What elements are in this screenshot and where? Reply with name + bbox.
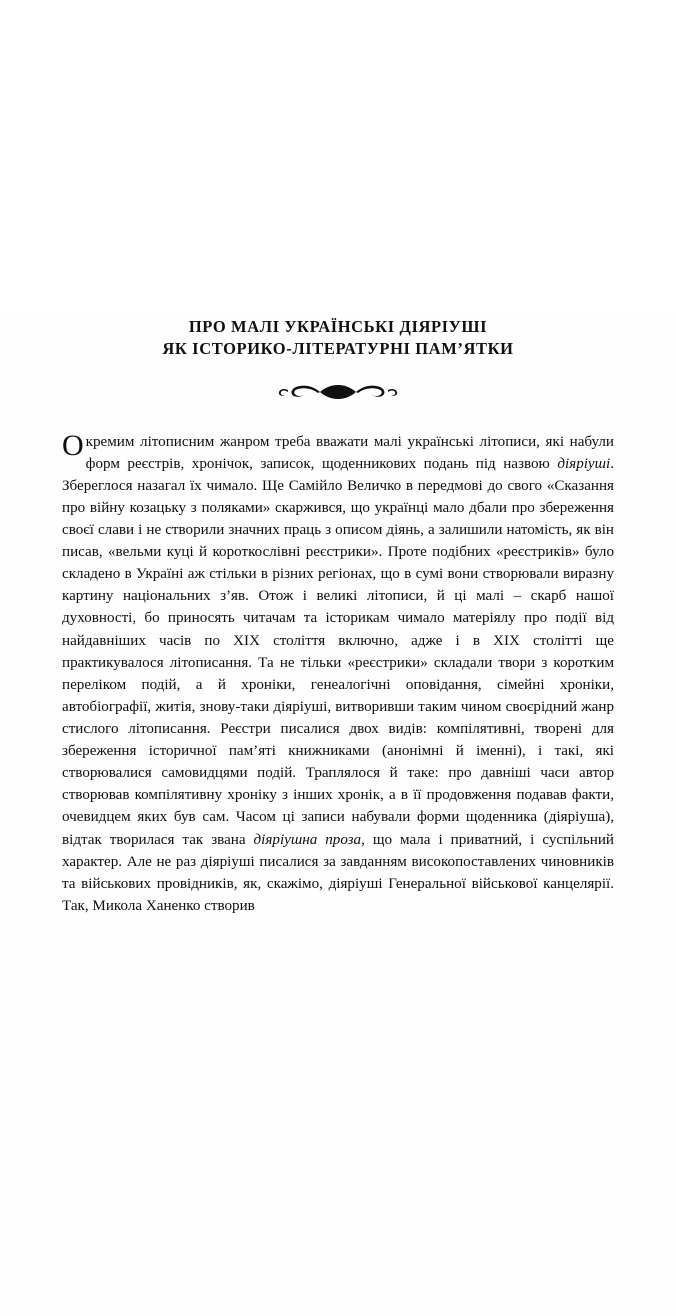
- italic-term-diariushna-proza: діяріушна проза: [253, 831, 362, 848]
- page-title: [62, 316, 614, 361]
- paragraph-text: [62, 428, 614, 917]
- decorative-divider-icon: [62, 379, 614, 405]
- drop-cap: О: [62, 428, 84, 462]
- document-page: [0, 316, 676, 1316]
- paragraph-segment-3: , що мала і приватний, і суспільний характер. Але не раз діяріуші писалися за завданням високопоставлених чиновників та військових провідників, як, скажімо, діяріуші Генеральної військової канцелярії. Так, Микола Ханенко створив: [62, 831, 614, 914]
- paragraph-segment-2: . Збереглося назагал їх чимало. Ще Самійло Величко в передмові до свого «Сказання про війну козацьку з поляками» скаржився, що українці мало дбали про збереження своєї слави і не створили значних праць з описом діянь, а залишили натомість, як він писав, «вельми куці й короткослівні реєстрики». Проте подібних «реєстриків» було складено в Україні аж стільки в різних регіонах, що в сумі вони створювали виразну картину національних з’яв. Отож і великі літописи, й ці малі – скарб нашої духовності, бо приносять читачам та історикам чимало матеріялу про події від найдавніших часів по XIX століття включно, адже і в XIX столітті ще практикувалося літописання. Та не тільки «реєстрики» складали твори з коротким переліком подій, а й хроніки, генеалогічні оповідання, сімейні хроніки, автобіографії, житія, знову-таки діяріуші, витворивши таким чином своєрідний жанр стислого літописання. Реєстри писалися двох видів: компілятивні, творені для збереження історичної пам’яті книжниками (анонімні й іменні), і такі, які створювалися самовидцями подій. Траплялося й таке: про давніші часи автор створював компілятивну хроніку з інших хронік, а в її продовження подавав факти, очевидцем яких був сам. Часом ці записи набували форми щоденника (діяріуша), відтак творилася так звана: [62, 455, 614, 848]
- body-paragraph: [62, 428, 614, 917]
- paragraph-segment-1: кремим літописним жанром треба вважати малі українські літописи, які набули форм реєстрів, хронічок, записок, щоденникових подань під назвою: [85, 433, 614, 472]
- page-title-line-2: ЯК ІСТОРИКО-ЛІТЕРАТУРНІ ПАМ’ЯТКИ: [162, 339, 514, 359]
- page-title-line-1: ПРО МАЛІ УКРАЇНСЬКІ ДІЯРІУШІ: [188, 317, 488, 336]
- italic-term-diariushi: діяріуші: [557, 455, 611, 472]
